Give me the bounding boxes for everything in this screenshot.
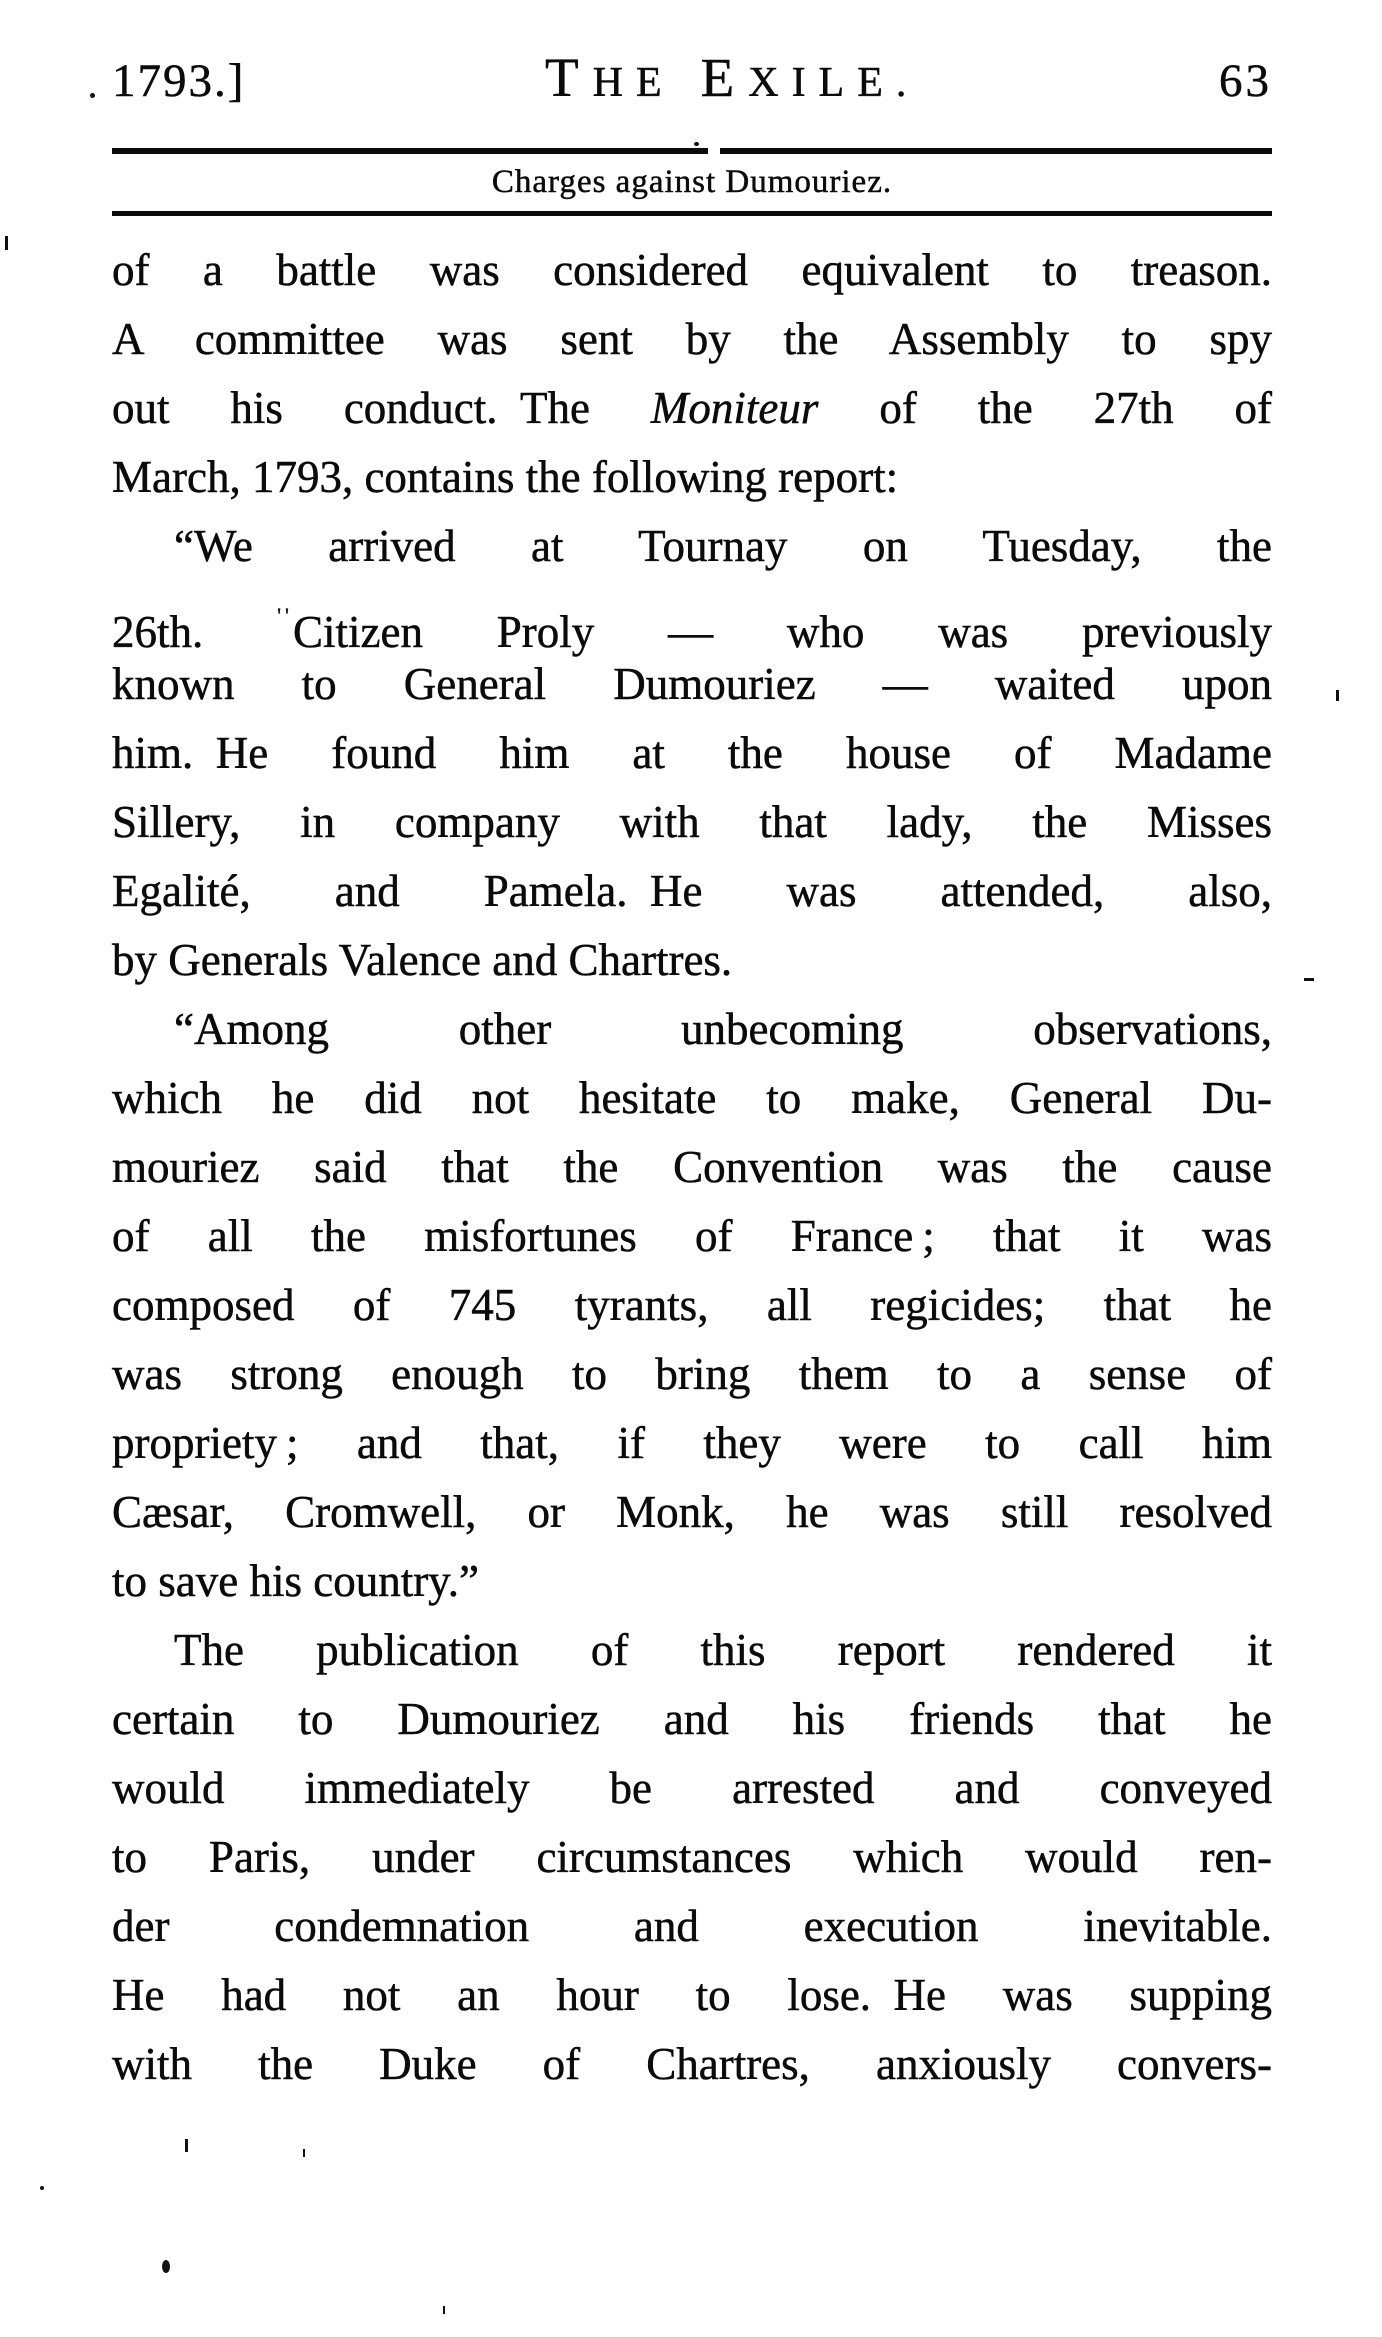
text-line: [112, 926, 1272, 995]
text-segment: A committee was sent by the Assembly to spy: [112, 314, 1272, 364]
text-segment: known to General Dumouriez — waited upon: [112, 659, 1272, 709]
text-segment: of a battle was considered equivalent to treason.: [112, 245, 1272, 295]
text-line: [112, 1616, 1272, 1685]
text-line: [112, 1547, 1272, 1616]
text-segment: Egalité, and Pamela. He was attended, also,: [112, 866, 1272, 916]
page-title: [245, 46, 1219, 109]
text-line: [112, 1685, 1272, 1754]
text-segment: The publication of this report rendered it: [174, 1625, 1272, 1675]
text-segment: propriety ; and that, if they were to call him: [112, 1418, 1272, 1468]
text-line: [112, 2030, 1272, 2099]
text-line: [112, 236, 1272, 305]
text-line: [112, 1340, 1272, 1409]
page-body: [112, 236, 1272, 2099]
text-line: [112, 1133, 1272, 1202]
scan-speck: [162, 2260, 170, 2273]
text-line: [112, 443, 1272, 512]
page-number: 63: [1219, 55, 1272, 107]
title-letters: XILE.: [748, 60, 920, 106]
scan-speck: [185, 2139, 188, 2152]
text-segment: Citizen Proly — who was previously: [293, 607, 1272, 657]
text-line: [112, 788, 1272, 857]
text-segment: composed of 745 tyrants, all regicides; that he: [112, 1280, 1272, 1330]
title-letters: HE: [592, 60, 675, 106]
text-segment: mouriez said that the Convention was the cause: [112, 1142, 1272, 1192]
scan-speck: [1304, 978, 1314, 981]
scan-speck: [443, 2306, 445, 2314]
text-segment: to Paris, under circumstances which would ren-: [112, 1832, 1272, 1882]
text-line: [112, 719, 1272, 788]
header-year: 1793.]: [112, 55, 246, 107]
text-line: [112, 650, 1272, 719]
page-header: [112, 46, 1272, 109]
title-letter: T: [545, 47, 593, 108]
text-segment: He had not an hour to lose. He was supping: [112, 1970, 1272, 2020]
text-line: [112, 857, 1272, 926]
text-segment: of the 27th of: [818, 383, 1272, 433]
text-segment: der condemnation and execution inevitable.: [112, 1901, 1272, 1951]
scan-speck: [303, 2149, 305, 2157]
text-segment: with the Duke of Chartres, anxiously convers-: [112, 2039, 1272, 2089]
text-segment: March, 1793, contains the following report:: [112, 452, 899, 502]
italic-text: Moniteur: [650, 383, 819, 433]
rule-blemish: [694, 142, 699, 146]
text-segment: Cæsar, Cromwell, or Monk, he was still resolved: [112, 1487, 1272, 1537]
text-line: [112, 512, 1272, 581]
text-line: [112, 1892, 1272, 1961]
scan-speck: [90, 93, 95, 98]
text-line: [112, 1271, 1272, 1340]
text-segment: certain to Dumouriez and his friends that he: [112, 1694, 1272, 1744]
text-line: [112, 995, 1272, 1064]
text-segment: was strong enough to bring them to a sense of: [112, 1349, 1272, 1399]
text-segment: '': [277, 603, 293, 628]
text-segment: 26th.: [112, 607, 278, 657]
text-line: [112, 1754, 1272, 1823]
text-line: [112, 1478, 1272, 1547]
text-segment: “Among other unbecoming observations,: [174, 1004, 1272, 1054]
text-line: [112, 581, 1272, 657]
text-line: [112, 1961, 1272, 2030]
text-line: [112, 1064, 1272, 1133]
scan-speck: [1336, 690, 1339, 701]
running-caption: Charges against Dumouriez.: [491, 164, 893, 200]
text-segment: by Generals Valence and Chartres.: [112, 935, 733, 985]
text-segment: which he did not hesitate to make, General Du-: [112, 1073, 1272, 1123]
text-segment: “We arrived at Tournay on Tuesday, the: [174, 521, 1272, 571]
text-line: [112, 305, 1272, 374]
scan-speck: [5, 236, 8, 250]
text-segment: him. He found him at the house of Madame: [112, 728, 1272, 778]
text-segment: of all the misfortunes of France ; that it was: [112, 1211, 1272, 1261]
text-line: [112, 1409, 1272, 1478]
text-line: [112, 1202, 1272, 1271]
text-line: [112, 374, 1272, 443]
text-segment: would immediately be arrested and conveyed: [112, 1763, 1272, 1813]
divider-rule-bottom: [112, 211, 1272, 216]
text-line: [112, 1823, 1272, 1892]
text-segment: Sillery, in company with that lady, the Misses: [112, 797, 1272, 847]
title-letter: E: [700, 47, 749, 108]
text-segment: out his conduct. The: [112, 383, 651, 433]
text-segment: to save his country.”: [112, 1556, 479, 1606]
scan-speck: [40, 2186, 44, 2190]
